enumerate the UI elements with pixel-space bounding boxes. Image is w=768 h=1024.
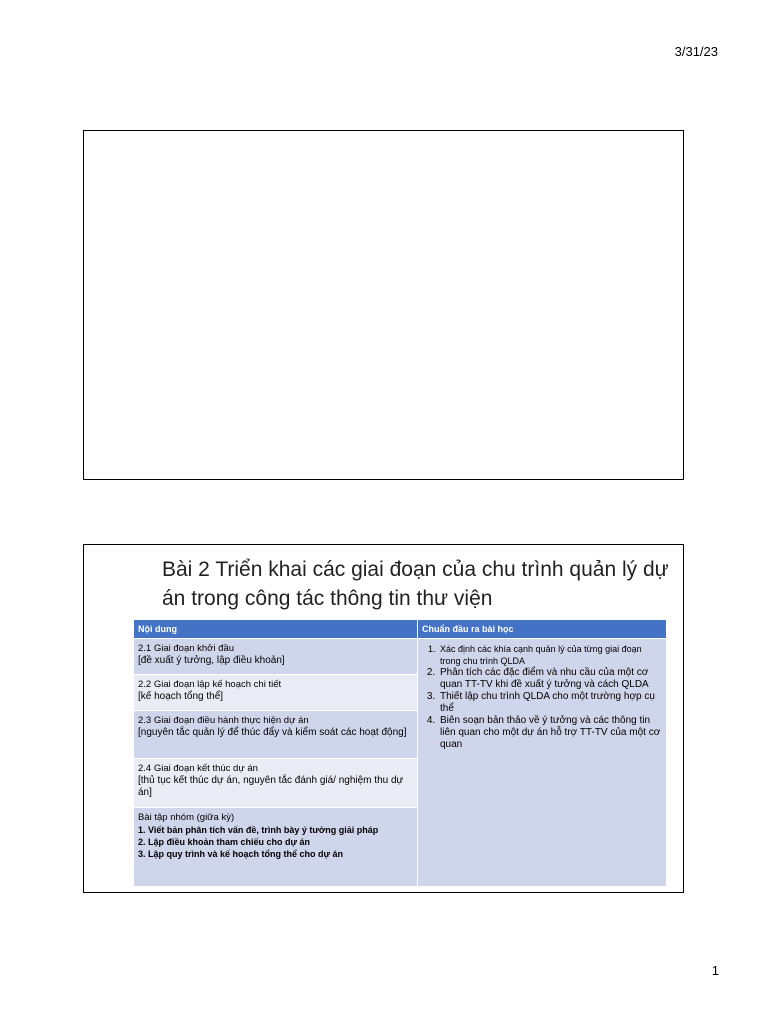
phase-desc: [thủ tục kết thúc dự án, nguyên tắc đánh giá/ nghiệm thu dự án] bbox=[138, 775, 404, 798]
page-number: 1 bbox=[711, 963, 719, 978]
slide-title: Bài 2 Triển khai các giai đoạn của chu trình quản lý dự án trong công tác thông tin thư viện bbox=[162, 558, 669, 610]
phase-title: 2.4 Giai đoạn kết thúc dự án bbox=[138, 763, 258, 774]
phase-cell bbox=[134, 711, 418, 759]
phase-title: 2.2 Giai đoạn lập kế hoạch chi tiết bbox=[138, 679, 282, 690]
group-work-title: Bài tập nhóm (giữa kỳ) bbox=[138, 812, 235, 823]
outcomes-list bbox=[422, 643, 662, 751]
phase-cell bbox=[134, 759, 418, 808]
group-work-item: 2. Lập điều khoản tham chiếu cho dự án bbox=[138, 837, 311, 847]
phase-cell bbox=[134, 639, 418, 675]
phase-title: 2.3 Giai đoạn điều hành thực hiện dự án bbox=[138, 715, 309, 726]
outcomes-cell bbox=[418, 639, 667, 887]
list-item: 3. Thiết lập chu trình QLDA cho một trường hợp cụ thể bbox=[438, 691, 662, 715]
phase-desc: [nguyên tắc quản lý để thúc đẩy và kiểm soát các hoạt động] bbox=[138, 727, 407, 738]
phase-desc: [kế hoạch tổng thể] bbox=[138, 691, 224, 702]
group-work-item: 1. Viết bản phân tích vấn đề, trình bày ý tưởng giải pháp bbox=[138, 825, 379, 835]
phase-desc: [đề xuất ý tưởng, lập điều khoản] bbox=[138, 655, 285, 666]
list-item: 1. Xác định các khía cạnh quản lý của từng giai đoạn trong chu trình QLDA bbox=[438, 643, 662, 667]
list-item: 2. Phân tích các đặc điểm và nhu cầu của một cơ quan TT-TV khi đề xuất ý tưởng và cách QLDA bbox=[438, 667, 662, 691]
blank-slide bbox=[83, 130, 684, 480]
table-row bbox=[134, 639, 667, 675]
lesson-slide bbox=[83, 544, 684, 893]
date-label: 3/31/23 bbox=[674, 44, 718, 59]
group-work-cell bbox=[134, 808, 418, 887]
phase-cell bbox=[134, 675, 418, 711]
header-outcomes: Chuẩn đầu ra bài học bbox=[418, 620, 667, 639]
list-item: 4. Biên soạn bản thảo về ý tưởng và các thông tin liên quan cho một dự án hỗ trợ TT-TV của một cơ quan bbox=[438, 715, 662, 751]
table-header-row bbox=[134, 620, 667, 639]
group-work-item: 3. Lập quy trình và kế hoạch tổng thể cho dự án bbox=[138, 849, 344, 859]
header-content: Nội dung bbox=[134, 620, 418, 639]
content-table bbox=[133, 619, 667, 887]
phase-title: 2.1 Giai đoạn khởi đầu bbox=[138, 643, 235, 654]
